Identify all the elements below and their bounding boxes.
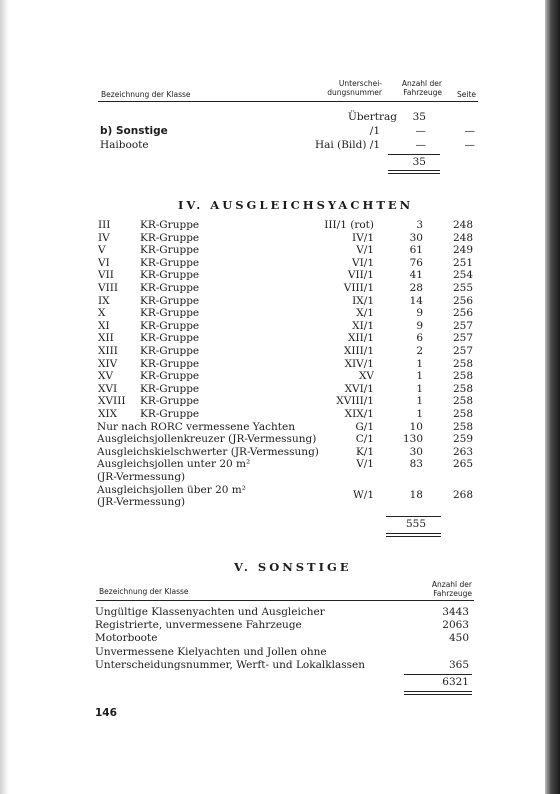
header-class-label: Bezeichnung der Klasse [101,90,191,99]
section-v-header-count-line2: Fahrzeuge [433,589,472,598]
row-class-name: Ausgleichsjollen unter 20 m² [97,458,251,471]
row-page: 256 [452,307,473,320]
row-roman-numeral: XVI [98,382,118,395]
row-page: 249 [452,244,473,257]
row-class-name: KR-Gruppe [140,231,200,244]
row-page: 255 [452,282,473,294]
row-class-name: KR-Gruppe [140,244,200,257]
row-code: XIII/1 [343,345,374,357]
row-class-name: KR-Gruppe [140,256,200,269]
row-roman-numeral: XII [98,332,114,345]
row-count: 9 [416,307,423,320]
row-count: 83 [409,458,423,471]
table-row [0,332,545,345]
table-row [0,408,545,421]
row-count: 30 [409,231,423,244]
row-class-name: KR-Gruppe [140,319,200,332]
section-v-sum-rule [404,674,472,675]
row-roman-numeral: IV [98,231,110,244]
subgroup-code: /1 [369,125,380,137]
row-page: 254 [452,269,473,282]
section-v-header-rule [96,600,474,601]
item-name: Motorboote [95,632,158,645]
item-name: Unterscheidungsnummer, Werft- und Lokalklassen [95,658,365,671]
row-roman-numeral: XVIII [98,395,126,408]
row-page: 258 [452,420,473,433]
page-number: 146 [95,707,117,719]
row-count: 1 [416,382,423,395]
row-code: XIX/1 [344,408,374,420]
row-code: K/1 [355,445,374,458]
row-count: 18 [409,488,423,501]
table-row [0,257,545,270]
row-count: 2 [416,345,423,357]
row-roman-numeral: XV [98,370,114,383]
header-distinguishing-line1: Unterschei- [338,79,382,88]
list-item [0,646,545,659]
table-row [0,471,545,484]
row-class-name: KR-Gruppe [140,219,200,231]
row-page: 258 [452,370,473,383]
row-code: VI/1 [352,256,374,269]
row-page: 258 [452,395,473,408]
row-page: 251 [452,256,473,269]
table-row [0,489,545,502]
header-distinguishing-line2: dungsnummer [327,88,382,97]
row-page: 248 [452,219,473,231]
row-roman-numeral: VI [98,256,110,269]
row-class-name: KR-Gruppe [140,269,200,282]
section-v-double-rule [404,691,472,695]
row-count: 10 [409,420,423,433]
table-row [0,358,545,371]
row-roman-numeral: VII [98,269,114,282]
row-code: XII/1 [348,332,374,345]
row-class-name: (JR-Vermessung) [97,471,186,483]
row-code: IV/1 [352,231,374,244]
row-code: X/1 [356,307,374,320]
item-count: 2063 [442,619,469,632]
table-row [0,295,545,308]
list-item [0,606,545,619]
header-rule [98,101,478,102]
row-page: 258 [452,408,473,420]
row-code: G/1 [355,420,374,433]
row-code: C/1 [355,433,374,446]
table-row [0,370,545,383]
table-row [0,395,545,408]
row-roman-numeral: XIII [98,345,118,357]
item-count: 450 [448,632,469,645]
table-row [0,421,545,434]
row-page: 259 [452,433,473,446]
row-count: 9 [416,319,423,332]
subgroup-name: b) Sonstige [100,125,168,137]
list-item [0,659,545,672]
row-roman-numeral: V [98,244,106,257]
subgroup-page: — [464,125,475,137]
section-v-header-class: Bezeichnung der Klasse [99,587,189,596]
carry-label: Übertrag [347,111,397,123]
row-class-name: KR-Gruppe [140,345,200,357]
row-page: 256 [452,294,473,307]
row-code: XIV/1 [344,357,374,370]
section-iv-sum-rule [386,516,441,517]
row-code: IX/1 [352,294,374,307]
table-row [0,232,545,245]
top-total: 35 [412,156,426,168]
haiboote-code: Hai (Bild) /1 [314,139,380,151]
row-code: III/1 (rot) [324,219,374,231]
section-iv-total: 555 [405,518,426,530]
row-count: 1 [416,395,423,408]
header-count-line1: Anzahl der [401,79,442,88]
section-iv-double-rule [386,533,441,537]
subgroup-count: — [415,125,426,137]
row-count: 1 [416,408,423,420]
section-v-header-count-line1: Anzahl der [431,580,472,589]
row-class-name: KR-Gruppe [140,370,200,383]
row-count: 6 [416,332,423,345]
row-code: V/1 [356,244,374,257]
row-count: 30 [409,445,423,458]
row-class-name: KR-Gruppe [140,294,200,307]
row-roman-numeral: XI [98,319,110,332]
item-name: Registrierte, unvermessene Fahrzeuge [95,619,302,632]
table-row [0,244,545,257]
row-count: 14 [409,294,423,307]
haiboote-page: — [464,139,475,151]
row-count: 1 [416,357,423,370]
top-sum-rule [388,154,440,155]
row-page: 265 [452,458,473,471]
row-class-name: (JR-Vermessung) [97,496,186,509]
row-class-name: KR-Gruppe [140,357,200,370]
table-row [0,219,545,232]
haiboote-name: Haiboote [100,139,149,151]
section-v-title: V. SONSTIGE [234,560,352,574]
row-page: 263 [452,445,473,458]
row-count: 28 [409,282,423,294]
table-row [0,446,545,459]
list-item [0,632,545,645]
row-class-name: KR-Gruppe [140,382,200,395]
section-v-total: 6321 [442,676,469,688]
row-roman-numeral: XIV [98,357,118,370]
row-code: VIII/1 [343,282,374,294]
row-code: XVI/1 [344,382,374,395]
item-count: 3443 [442,606,469,618]
row-roman-numeral: X [98,307,106,320]
row-count: 41 [409,269,423,282]
row-page: 258 [452,382,473,395]
row-class-name: KR-Gruppe [140,408,200,420]
row-code: XVIII/1 [336,395,374,408]
row-code: XI/1 [352,319,374,332]
row-page: 257 [452,332,473,345]
row-roman-numeral: VIII [98,282,119,294]
row-roman-numeral: XIX [98,408,118,420]
row-code: VII/1 [347,269,374,282]
row-count: 61 [409,244,423,257]
header-count-line2: Fahrzeuge [403,88,442,97]
item-name: Ungültige Klassenyachten und Ausgleicher [95,606,325,618]
section-iv-title: IV. AUSGLEICHSYACHTEN [178,198,414,212]
row-class-name: Nur nach RORC vermessene Yachten [97,420,295,433]
table-row [0,433,545,446]
table-row [0,269,545,282]
row-page: 257 [452,345,473,357]
list-item [0,619,545,632]
row-roman-numeral: IX [98,294,110,307]
item-name: Unvermessene Kielyachten und Jollen ohne [95,645,327,658]
row-roman-numeral: III [98,219,111,231]
table-row [0,307,545,320]
row-page: 248 [452,231,473,244]
table-row [0,458,545,471]
row-code: V/1 [356,458,374,471]
table-row [0,383,545,396]
row-count: 3 [416,219,423,231]
row-class-name: KR-Gruppe [140,282,200,294]
row-class-name: KR-Gruppe [140,307,200,320]
header-page-col: Seite [456,90,476,99]
carry-value: 35 [412,111,426,123]
table-row [0,320,545,333]
haiboote-count: — [415,139,426,151]
row-count: 1 [416,370,423,383]
row-count: 130 [402,433,423,446]
page-edge-shadow [545,0,560,794]
top-total-double-rule [388,170,440,174]
row-page: 257 [452,319,473,332]
row-page: 268 [452,488,473,501]
row-code: W/1 [352,488,374,501]
row-class-name: Ausgleichsjollenkreuzer (JR-Vermessung) [97,433,317,446]
row-class-name: Ausgleichsjollen über 20 m² [97,483,246,496]
row-code: XV [358,370,374,383]
row-page: 258 [452,357,473,370]
item-count: 365 [448,658,469,671]
row-class-name: KR-Gruppe [140,332,200,345]
table-row [0,282,545,295]
table-row [0,345,545,358]
row-class-name: Ausgleichskielschwerter (JR-Vermessung) [97,445,319,458]
row-class-name: KR-Gruppe [140,395,200,408]
row-count: 76 [409,256,423,269]
